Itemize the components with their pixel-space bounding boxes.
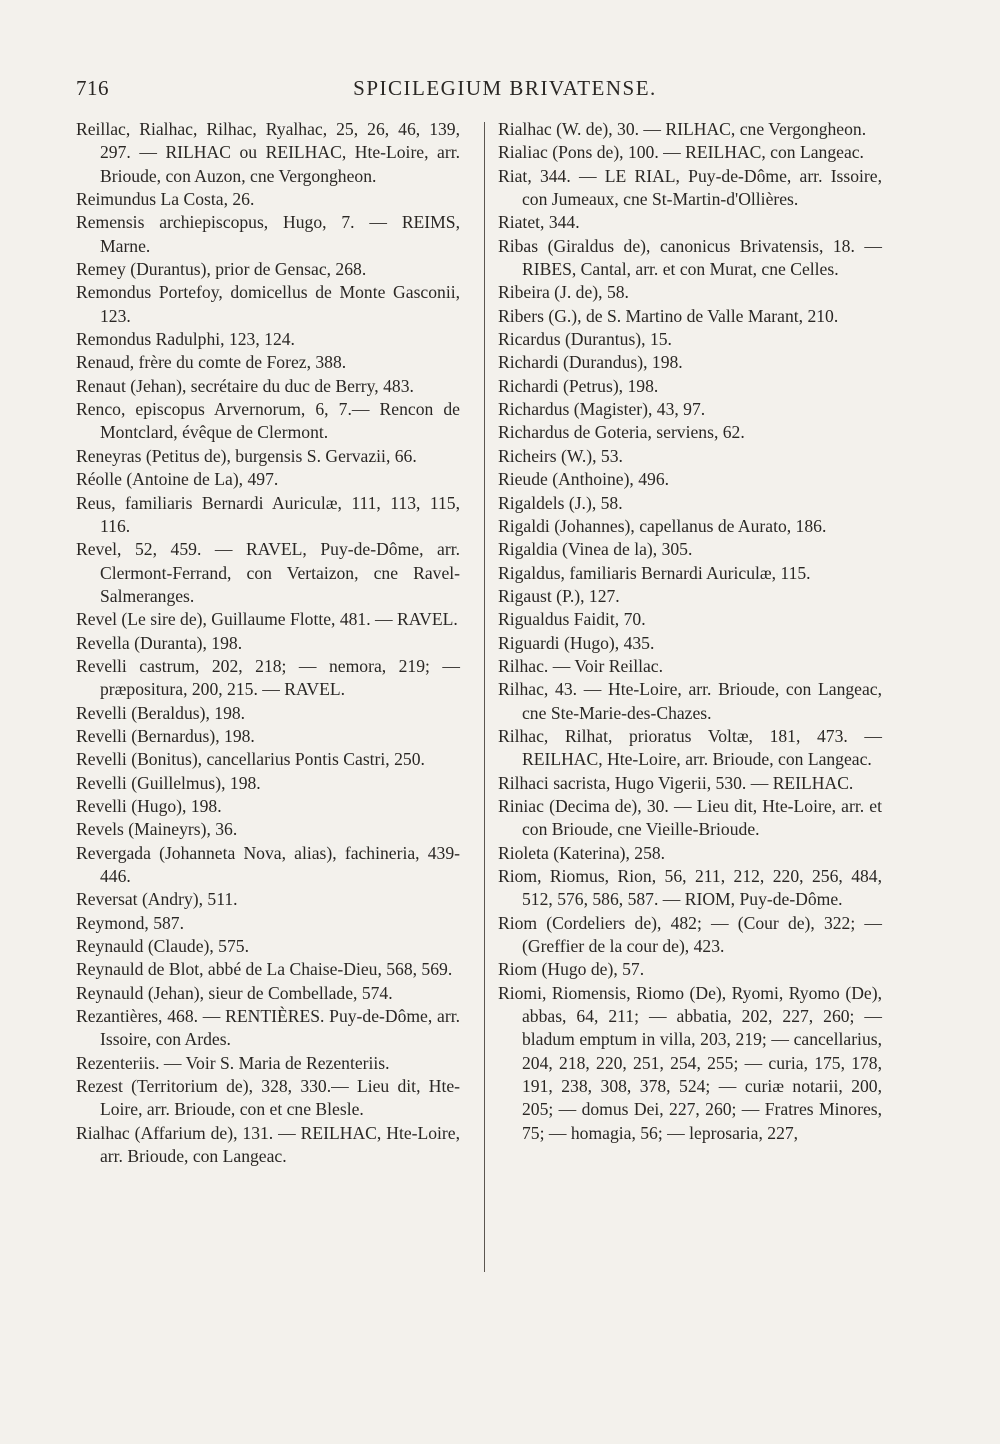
index-entry: Rezest (Territorium de), 328, 330.— Lieu dit, Hte-Loire, arr. Brioude, con et cne Blesle. — [76, 1076, 460, 1120]
index-entry: Reynauld (Jehan), sieur de Combellade, 574. — [76, 982, 393, 1003]
index-entry: Reversat (Andry), 511. — [76, 889, 238, 910]
running-header — [76, 76, 934, 106]
index-entry: Rigaldels (J.), 58. — [498, 492, 623, 513]
index-entry: Ribeira (J. de), 58. — [498, 282, 629, 303]
index-entry: Rilhac. — Voir Reillac. — [498, 655, 664, 676]
index-entry: Revella (Duranta), 198. — [76, 632, 243, 653]
index-entry: Rilhac, 43. — Hte-Loire, arr. Brioude, con Langeac, cne Ste-Marie-des-Chazes. — [498, 679, 882, 723]
index-entry: Reillac, Rialhac, Rilhac, Ryalhac, 25, 26, 46, 139, 297. — RILHAC ou REILHAC, Hte-Loire, arr. Brioude, con Auzon, cne Vergongheon. — [76, 119, 460, 186]
index-entry: Ricardus (Durantus), 15. — [498, 329, 672, 350]
index-entry: Riom (Hugo de), 57. — [498, 959, 645, 980]
index-entry: Rigualdus Faidit, 70. — [498, 609, 646, 630]
index-entry: Rialiac (Pons de), 100. — REILHAC, con Langeac. — [498, 142, 864, 163]
left-index-column — [76, 118, 460, 1168]
index-entry: Reymond, 587. — [76, 912, 185, 933]
index-entry: Revelli (Beraldus), 198. — [76, 702, 246, 723]
index-entry: Remey (Durantus), prior de Gensac, 268. — [76, 259, 367, 280]
index-entry: Revelli (Bonitus), cancellarius Pontis Castri, 250. — [76, 749, 425, 770]
right-index-column — [498, 118, 882, 1145]
index-entry: Revelli castrum, 202, 218; — nemora, 219; — præpositura, 200, 215. — RAVEL. — [76, 655, 460, 700]
index-entry: Riomi, Riomensis, Riomo (De), Ryomi, Ryomo (De), abbas, 64, 211; — abbatia, 202, 227, 260; — bladum emptum in villa, 203, 219; — cancellarius, 204, 218, 220, 251, 254, 255; — curia, 175, 178, 191, 238, 308, 378, 524; — curiæ notarii, 200, 205; — domus Dei, 227, 260; — Fratres Minores, 75; — homagia, 56; — leprosaria, 227, — [498, 982, 882, 1143]
index-entry: Revel, 52, 459. — RAVEL, Puy-de-Dôme, arr. Clermont-Ferrand, con Vertaizon, cne Ravel-Salmeranges. — [76, 539, 460, 606]
index-entry: Rilhaci sacrista, Hugo Vigerii, 530. — REILHAC. — [498, 772, 854, 793]
index-entry: Ribas (Giraldus de), canonicus Brivatensis, 18. — RIBES, Cantal, arr. et con Murat, cne Celles. — [498, 235, 882, 280]
index-entry: Riom (Cordeliers de), 482; — (Cour de), 322; — (Greffier de la cour de), 423. — [498, 912, 882, 957]
running-title: SPICILEGIUM BRIVATENSE. — [353, 76, 657, 100]
index-entry: Rialhac (Affarium de), 131. — REILHAC, Hte-Loire, arr. Brioude, con Langeac. — [76, 1122, 460, 1167]
index-entry: Riom, Riomus, Rion, 56, 211, 212, 220, 256, 484, 512, 576, 586, 587. — RIOM, Puy-de-Dôme. — [498, 866, 882, 910]
index-entry: Réolle (Antoine de La), 497. — [76, 469, 279, 490]
index-entry: Richardus de Goteria, serviens, 62. — [498, 422, 745, 443]
index-entry: Revelli (Bernardus), 198. — [76, 725, 255, 746]
index-entry: Renaut (Jehan), secrétaire du duc de Berry, 483. — [76, 375, 414, 396]
index-entry: Riatet, 344. — [498, 212, 580, 233]
index-entry: Riat, 344. — LE RIAL, Puy-de-Dôme, arr. Issoire, con Jumeaux, cne St-Martin-d'Ollières. — [498, 165, 882, 210]
index-entry: Revelli (Hugo), 198. — [76, 795, 222, 816]
index-entry: Rieude (Anthoine), 496. — [498, 469, 670, 490]
column-divider — [484, 122, 485, 1272]
index-entry: Rilhac, Rilhat, prioratus Voltæ, 181, 473. — REILHAC, Hte-Loire, arr. Brioude, con Langeac. — [498, 725, 882, 770]
index-entry: Richeirs (W.), 53. — [498, 445, 623, 466]
index-entry: Rigaldia (Vinea de la), 305. — [498, 539, 693, 560]
index-entry: Rigaldus, familiaris Bernardi Auriculæ, 115. — [498, 562, 811, 583]
index-entry: Revel (Le sire de), Guillaume Flotte, 481. — RAVEL. — [76, 609, 458, 630]
index-entry: Rigaust (P.), 127. — [498, 585, 620, 606]
index-entry: Ribers (G.), de S. Martino de Valle Marant, 210. — [498, 305, 839, 326]
index-entry: Renaud, frère du comte de Forez, 388. — [76, 352, 347, 373]
index-entry: Remondus Radulphi, 123, 124. — [76, 329, 295, 350]
index-entry: Reynauld (Claude), 575. — [76, 936, 249, 957]
index-entry: Rigaldi (Johannes), capellanus de Aurato, 186. — [498, 515, 827, 536]
index-entry: Reynauld de Blot, abbé de La Chaise-Dieu, 568, 569. — [76, 959, 453, 980]
index-entry: Remondus Portefoy, domicellus de Monte Gasconii, 123. — [76, 282, 460, 326]
index-entry: Rezantières, 468. — RENTIÈRES. Puy-de-Dôme, arr. Issoire, con Ardes. — [76, 1006, 460, 1050]
index-entry: Reus, familiaris Bernardi Auriculæ, 111, 113, 115, 116. — [76, 492, 460, 536]
page-number: 716 — [76, 76, 109, 100]
index-entry: Riniac (Decima de), 30. — Lieu dit, Hte-Loire, arr. et con Brioude, cne Vieille-Brioude. — [498, 795, 882, 840]
index-entry: Richardi (Durandus), 198. — [498, 352, 683, 373]
index-entry: Revergada (Johanneta Nova, alias), fachineria, 439-446. — [76, 842, 460, 886]
index-entry: Revels (Maineyrs), 36. — [76, 819, 238, 840]
index-entry: Riguardi (Hugo), 435. — [498, 632, 655, 653]
index-entry: Renco, episcopus Arvernorum, 6, 7.— Rencon de Montclard, évêque de Clermont. — [76, 399, 460, 443]
index-entry: Rezenteriis. — Voir S. Maria de Rezenteriis. — [76, 1052, 390, 1073]
index-entry: Reneyras (Petitus de), burgensis S. Gervazii, 66. — [76, 445, 417, 466]
index-entry: Reimundus La Costa, 26. — [76, 189, 255, 210]
index-entry: Remensis archiepiscopus, Hugo, 7. — REIMS, Marne. — [76, 212, 460, 256]
index-entry: Richardus (Magister), 43, 97. — [498, 399, 706, 420]
index-entry: Revelli (Guillelmus), 198. — [76, 772, 261, 793]
index-entry: Rialhac (W. de), 30. — RILHAC, cne Vergongheon. — [498, 119, 867, 139]
index-entry: Rioleta (Katerina), 258. — [498, 842, 666, 863]
index-entry: Richardi (Petrus), 198. — [498, 375, 659, 396]
